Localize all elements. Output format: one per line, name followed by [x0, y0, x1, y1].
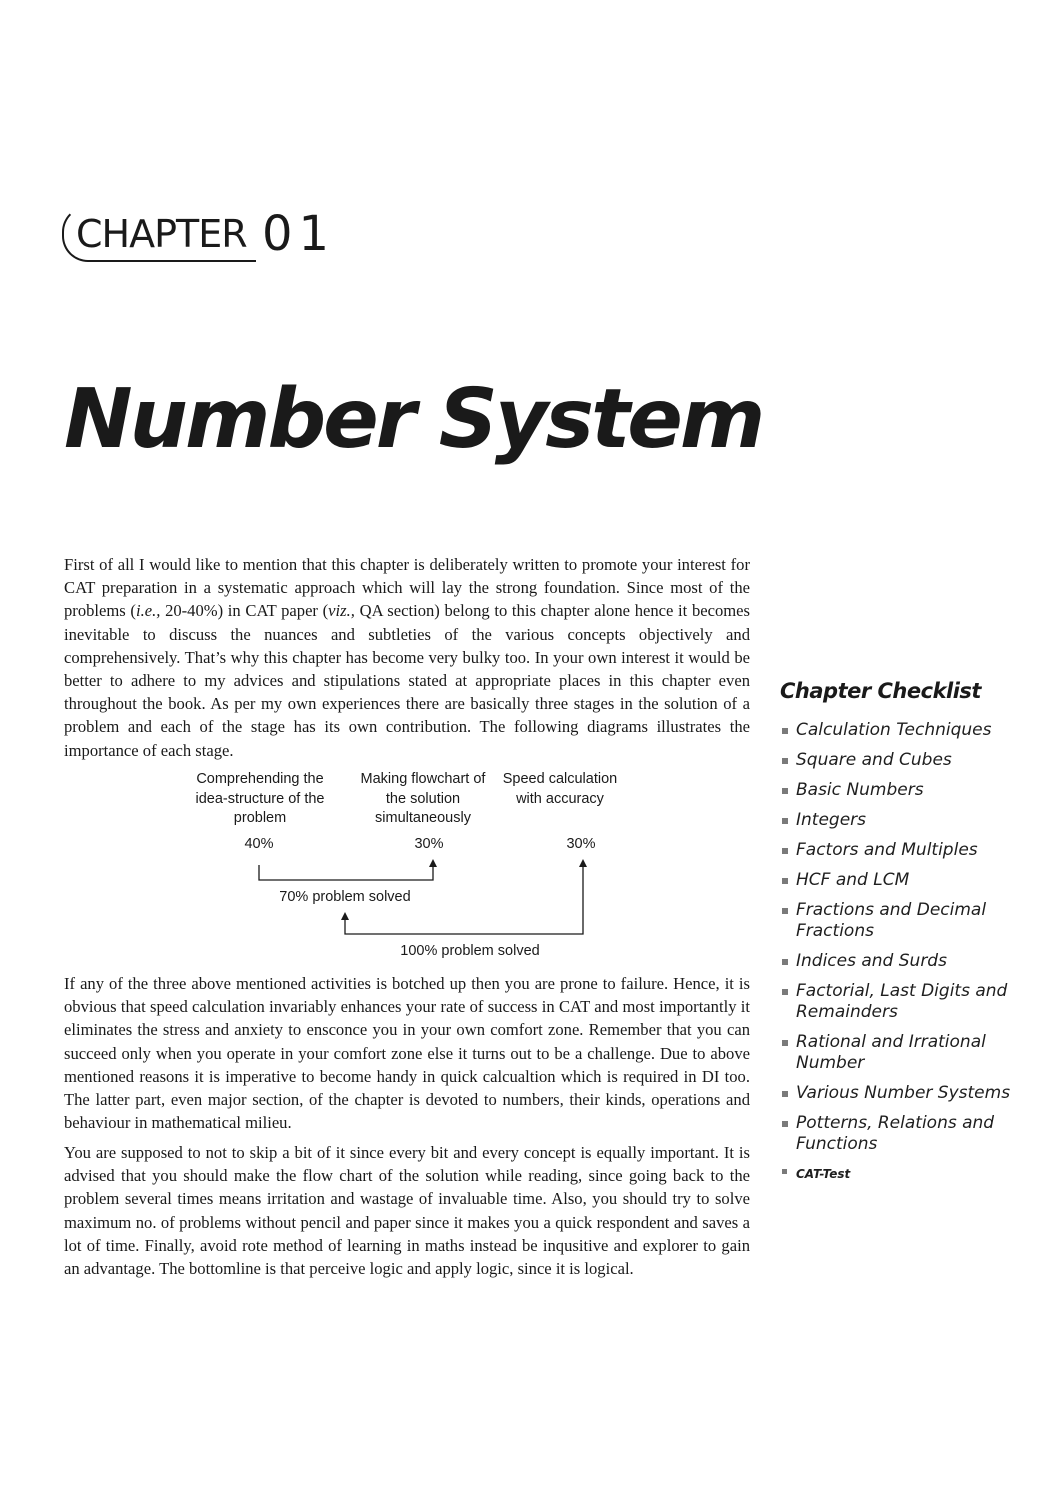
stage-2-percent: 30%	[414, 836, 444, 852]
stage-1-label: Comprehending the idea-structure of the problem	[195, 771, 325, 826]
checklist-title: Chapter Checklist	[780, 679, 981, 703]
bullet-icon	[782, 848, 788, 854]
checklist-item: Square and Cubes	[778, 750, 1028, 771]
bullet-icon	[782, 758, 788, 764]
checklist-item: Indices and Surds	[778, 951, 1028, 972]
chapter-badge	[62, 206, 336, 262]
checklist-item: Calculation Techniques	[778, 720, 1028, 741]
result-70-label: 70% problem solved	[279, 889, 411, 905]
bullet-icon	[782, 1169, 787, 1174]
chapter-number: 01	[262, 206, 336, 262]
page-title: Number System	[64, 372, 763, 467]
checklist-item: Potterns, Relations and Functions	[778, 1113, 1028, 1155]
chapter-checklist	[778, 676, 1028, 1194]
checklist-item: HCF and LCM	[778, 870, 1028, 891]
checklist-item: Factorial, Last Digits and Remainders	[778, 981, 1028, 1023]
bullet-icon	[782, 1091, 788, 1097]
stage-2-label: Making flowchart of the solution simultaneously	[360, 771, 486, 826]
body-paragraph-3: You are supposed to not to skip a bit of it since every bit and every concept is equally important. It is advised that you should make the flow chart of the solution while reading, since going back to the problem several times means irritation and wastage of invaluable time. Also, you should try to solve maximum no. of problems without pencil and paper since it makes you a quick respondent and saves a lot of time. Finally, avoid rote method of learning in maths instead be inqusitive and explorer to gain an advantage. The bottomline is that perceive logic and apply logic, since it is logical.	[64, 1143, 750, 1279]
checklist-item: Basic Numbers	[778, 780, 1028, 801]
result-100-label: 100% problem solved	[400, 943, 540, 959]
bullet-icon	[782, 908, 788, 914]
bullet-icon	[782, 818, 788, 824]
checklist-item: Factors and Multiples	[778, 840, 1028, 861]
checklist-item-cat-test: CAT-Test	[778, 1164, 1028, 1185]
bullet-icon	[782, 959, 788, 965]
checklist-item: Fractions and Decimal Fractions	[778, 900, 1028, 942]
bullet-icon	[782, 1121, 788, 1127]
stage-diagram	[150, 768, 650, 968]
checklist-item: Rational and Irrational Number	[778, 1032, 1028, 1074]
intro-text-c: QA section) belong to this chapter alone hence it becomes inevitable to discuss the nuances and subtleties of the various concepts objectively and comprehensively. That’s why this chapter has become very bulky too. In your own interest it would be better to adhere to my advices and stipulations stated at appropriate places in this chapter even throughout the book. As per my own experiences there are basically three stages in the solution of a problem and each of the stage has its own contribution. The following diagrams illustrates the importance of each stage.	[64, 601, 751, 760]
body-paragraph-2: If any of the three above mentioned activities is botched up then you are prone to failure. Hence, it is obvious that speed calculation invariably enhances your rate of success in CAT and most importantly it eliminates the stress and anxiety to ensconce you in your own comfort zone. Remember that you can succeed only when you operate in your comfort zone else it turns out to be a challenge. Due to above mentioned reasons it is imperative to become handy in quick calcualtion which is required in DI too. The latter part, even major section, of the chapter is devoted to numbers, their kinds, operations and behaviour in mathematical milieu.	[64, 974, 750, 1133]
stage-1-percent: 40%	[244, 836, 274, 852]
bullet-icon	[782, 878, 788, 884]
checklist-list	[778, 720, 1028, 1185]
checklist-item: Integers	[778, 810, 1028, 831]
intro-viz: viz.,	[328, 601, 355, 621]
intro-paragraph	[64, 553, 750, 762]
bullet-icon	[782, 788, 788, 794]
stage-3-percent: 30%	[566, 836, 596, 852]
intro-ie: i.e.,	[135, 601, 161, 621]
bullet-icon	[782, 989, 788, 995]
intro-text-b: 20-40%) in CAT paper (	[160, 601, 329, 621]
stage-3-label: Speed calculation with accuracy	[502, 771, 618, 807]
arrow-70	[429, 859, 437, 867]
chapter-label: CHAPTER	[76, 212, 247, 256]
checklist-item: Various Number Systems	[778, 1083, 1028, 1104]
arrow-100a	[341, 912, 349, 920]
connector-70	[259, 865, 433, 880]
arrow-100b	[579, 859, 587, 867]
bullet-icon	[782, 728, 788, 734]
intro-text-a: First of all I would like to mention that this chapter is deliberately written to promote your interest for CAT preparation in a systematic approach which will lay the strong foundation. Since most of the problems (	[64, 555, 750, 621]
bullet-icon	[782, 1040, 788, 1046]
